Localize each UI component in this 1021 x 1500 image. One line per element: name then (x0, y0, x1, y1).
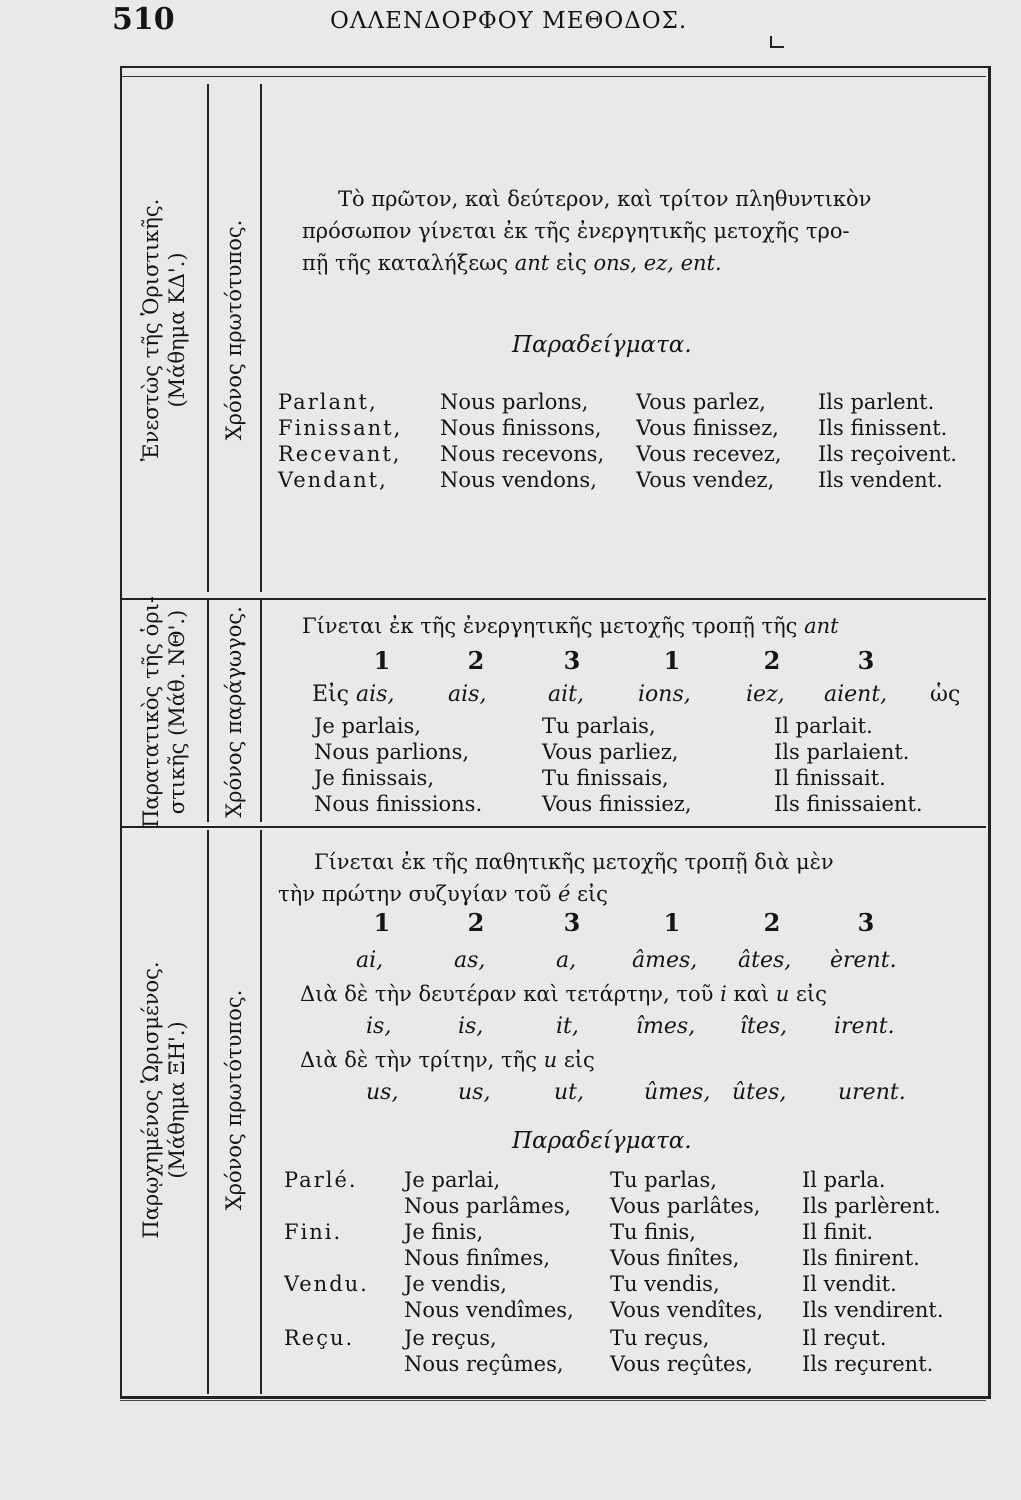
past-third-ending-2: us, (458, 1080, 491, 1105)
past-row-1-tu: Tu parlas, (610, 1168, 717, 1192)
past-rule-line2 (278, 878, 968, 910)
present-tense-type: Χρόνος πρωτότυπος. (221, 219, 246, 441)
past-row-3-tu: Tu finis, (610, 1220, 696, 1244)
imperfect-rule (302, 610, 972, 642)
past-second-rule-u: u (775, 982, 790, 1006)
past-third-ending-3: ut, (554, 1080, 585, 1105)
imperfect-row-3-b: Tu finissais, (542, 766, 669, 790)
past-lesson-ref: (Μάθημα ΞΗ'.) (165, 1021, 189, 1179)
past-third-ending-1: us, (366, 1080, 399, 1105)
imperfect-row-1-b: Tu parlais, (542, 714, 656, 738)
section-rule-1 (122, 598, 986, 600)
imperfect-ending-5: iez, (746, 682, 785, 707)
past-first-ending-4: âmes, (632, 948, 698, 973)
past-number-1: 1 (373, 908, 391, 937)
past-rule-e: é (557, 882, 571, 906)
past-row-6-ils: Ils vendirent. (802, 1298, 944, 1322)
present-row-2-nous: Nous finissons, (440, 416, 602, 440)
imperfect-row-3-a: Je finissais, (314, 766, 435, 790)
past-tense-type: Χρόνος πρωτότυπος. (221, 989, 246, 1211)
imperfect-number-5: 2 (763, 646, 781, 675)
past-third-rule (300, 1048, 595, 1072)
imperfect-row-2-a: Nous parlions, (314, 740, 470, 764)
divider-present-2 (260, 84, 262, 592)
past-row-1-il: Il parla. (802, 1168, 886, 1192)
imperfect-row-4-c: Ils finissaient. (774, 792, 923, 816)
section-rule-2 (122, 826, 986, 828)
present-row-3-vous: Vous recevez, (636, 442, 782, 466)
present-row-4-nous: Nous vendons, (440, 468, 597, 492)
present-row-2-ils: Ils finissent. (818, 416, 948, 440)
past-number-3: 3 (563, 908, 581, 937)
imperfect-row-2-c: Ils parlaient. (774, 740, 910, 764)
past-row-4-nous: Nous finîmes, (404, 1246, 551, 1270)
past-row-8-ils: Ils reçurent. (802, 1352, 934, 1376)
past-examples-heading: Παραδείγματα. (512, 1128, 692, 1154)
present-row-4-participle: Vendant, (278, 468, 388, 492)
past-row-4-ils: Ils finirent. (802, 1246, 920, 1270)
present-row-1-participle: Parlant, (278, 390, 378, 414)
past-first-ending-1: ai, (356, 948, 384, 973)
present-row-1-vous: Vous parlez, (636, 390, 766, 414)
past-second-ending-3: it, (556, 1014, 579, 1039)
imperfect-number-2: 2 (467, 646, 485, 675)
imperfect-rule-ant: ant (804, 614, 839, 638)
present-rule-line3-greek: πῇ τῆς καταλήξεως (302, 251, 509, 275)
divider-present-1 (207, 84, 209, 592)
past-row-3-je: Je finis, (404, 1220, 484, 1244)
past-row-5-il: Il vendit. (802, 1272, 897, 1296)
past-second-rule-kai: καὶ (733, 982, 770, 1006)
past-row-3-participle: Fini. (284, 1220, 343, 1244)
past-row-6-nous: Nous vendîmes, (404, 1298, 574, 1322)
imperfect-tense-title-2: στικῆς (Μάθ. ΝΘ'.) (165, 609, 189, 815)
imperfect-tense-title: Παρατατικὸς τῆς ὁρι- (138, 596, 163, 828)
past-row-7-il: Il reçut. (802, 1326, 887, 1350)
past-rule (278, 846, 968, 910)
past-number-4: 1 (663, 908, 681, 937)
past-row-4-vous: Vous finîtes, (610, 1246, 740, 1270)
past-rule-eis: εἰς (577, 882, 608, 906)
printer-mark (770, 36, 784, 48)
past-third-rule-text: Διὰ δὲ τὴν τρίτην, τῆς (300, 1048, 537, 1072)
present-row-4-ils: Ils vendent. (818, 468, 943, 492)
past-second-ending-6: irent. (834, 1014, 895, 1039)
divider-imperfect-1 (207, 600, 209, 822)
past-first-ending-6: èrent. (830, 948, 897, 973)
imperfect-ending-1: ais, (356, 682, 395, 707)
past-first-ending-2: as, (454, 948, 486, 973)
past-row-1-participle: Parlé. (284, 1168, 358, 1192)
present-examples-heading: Παραδείγματα. (512, 332, 692, 358)
imperfect-ending-4: ions, (638, 682, 691, 707)
page-number: 510 (112, 2, 175, 37)
past-row-5-je: Je vendis, (404, 1272, 507, 1296)
past-row-2-vous: Vous parlâtes, (610, 1194, 761, 1218)
imperfect-row-1-c: Il parlait. (774, 714, 873, 738)
past-second-ending-4: îmes, (636, 1014, 696, 1039)
past-second-rule-i: i (720, 982, 727, 1006)
past-second-ending-5: îtes, (740, 1014, 788, 1039)
imperfect-row-3-c: Il finissait. (774, 766, 886, 790)
imperfect-tense-type: Χρόνος παράγωγος. (221, 606, 246, 818)
past-number-5: 2 (763, 908, 781, 937)
imperfect-rule-greek: Γίνεται ἐκ τῆς ἐνεργητικῆς μετοχῆς τροπῇ τῆς (302, 614, 798, 638)
present-tense-title: Ἐνεστὼς τῆς Ὁριστικῆς. (138, 198, 163, 462)
past-row-6-vous: Vous vendîtes, (610, 1298, 764, 1322)
divider-imperfect-2 (260, 600, 262, 822)
present-rule-line2: πρόσωπον γίνεται ἐκ τῆς ἐνεργητικῆς μετοχῆς τρο- (302, 219, 850, 243)
past-row-8-vous: Vous reçûtes, (610, 1352, 753, 1376)
past-second-rule (300, 982, 827, 1006)
past-row-8-nous: Nous reçûmes, (404, 1352, 564, 1376)
past-second-rule-eis: εἰς (795, 982, 827, 1006)
imperfect-ending-6: aient, (824, 682, 888, 707)
past-row-1-je: Je parlai, (404, 1168, 501, 1192)
present-tense-label (138, 199, 191, 462)
imperfect-row-1-a: Je parlais, (314, 714, 421, 738)
past-row-7-participle: Reçu. (284, 1326, 355, 1350)
past-row-7-je: Je reçus, (404, 1326, 497, 1350)
imperfect-row-4-a: Nous finissions. (314, 792, 483, 816)
imperfect-ending-2: ais, (448, 682, 487, 707)
divider-past-1 (207, 830, 209, 1394)
divider-past-2 (260, 830, 262, 1394)
present-row-3-participle: Recevant, (278, 442, 402, 466)
past-tense-title: Παρῳχημένος Ὡρισμένος. (138, 961, 163, 1239)
present-row-3-nous: Nous recevons, (440, 442, 605, 466)
past-second-rule-text: Διὰ δὲ τὴν δευτέραν καὶ τετάρτην, τοῦ (300, 982, 714, 1006)
present-rule-line3 (302, 247, 962, 279)
imperfect-row-4-b: Vous finissiez, (542, 792, 692, 816)
past-third-rule-u: u (543, 1048, 558, 1072)
present-lesson-ref: (Μάθημα ΚΔ'.) (165, 252, 189, 408)
present-row-2-participle: Finissant, (278, 416, 403, 440)
past-third-ending-5: ûtes, (732, 1080, 787, 1105)
past-rule-line1: Γίνεται ἐκ τῆς παθητικῆς μετοχῆς τροπῇ διὰ μὲν (314, 850, 834, 874)
running-title: ΟΛΛΕΝΔΟΡΦΟΥ ΜΕΘΟΔΟΣ. (330, 8, 688, 34)
imperfect-number-3: 3 (563, 646, 581, 675)
imperfect-eis: Εἰς (312, 682, 350, 707)
present-row-2-vous: Vous finissez, (636, 416, 779, 440)
imperfect-tense-label (138, 596, 191, 828)
past-row-5-tu: Tu vendis, (610, 1272, 720, 1296)
past-second-ending-1: is, (366, 1014, 392, 1039)
imperfect-number-6: 3 (857, 646, 875, 675)
past-second-ending-2: is, (458, 1014, 484, 1039)
past-row-2-nous: Nous parlâmes, (404, 1194, 572, 1218)
imperfect-os: ὡς (930, 682, 961, 707)
past-number-2: 2 (467, 908, 485, 937)
top-rule (120, 76, 986, 77)
present-row-1-ils: Ils parlent. (818, 390, 935, 414)
past-row-2-ils: Ils parlèrent. (802, 1194, 941, 1218)
imperfect-ending-3: ait, (548, 682, 584, 707)
bottom-rule (120, 1400, 986, 1401)
past-number-6: 3 (857, 908, 875, 937)
past-tense-label (138, 961, 191, 1238)
present-row-4-vous: Vous vendez, (636, 468, 775, 492)
past-row-7-tu: Tu reçus, (610, 1326, 710, 1350)
past-first-ending-3: a, (556, 948, 577, 973)
imperfect-number-4: 1 (663, 646, 681, 675)
imperfect-row-2-b: Vous parliez, (542, 740, 679, 764)
present-rule (302, 183, 962, 279)
past-third-rule-eis: εἰς (563, 1048, 595, 1072)
present-rule-endings: ons, ez, ent. (593, 251, 722, 275)
past-rule-line2-greek: τὴν πρώτην συζυγίαν τοῦ (278, 882, 552, 906)
past-third-ending-6: urent. (838, 1080, 906, 1105)
past-first-ending-5: âtes, (738, 948, 792, 973)
past-row-5-participle: Vendu. (284, 1272, 369, 1296)
present-rule-eis: εἰς (555, 251, 587, 275)
present-row-3-ils: Ils reçoivent. (818, 442, 957, 466)
present-rule-line1: Τὸ πρῶτον, καὶ δεύτερον, καὶ τρίτον πληθυντικὸν (338, 187, 872, 211)
imperfect-number-1: 1 (373, 646, 391, 675)
present-rule-ant: ant (514, 251, 550, 275)
past-row-3-il: Il finit. (802, 1220, 874, 1244)
past-third-ending-4: ûmes, (644, 1080, 711, 1105)
present-row-1-nous: Nous parlons, (440, 390, 589, 414)
